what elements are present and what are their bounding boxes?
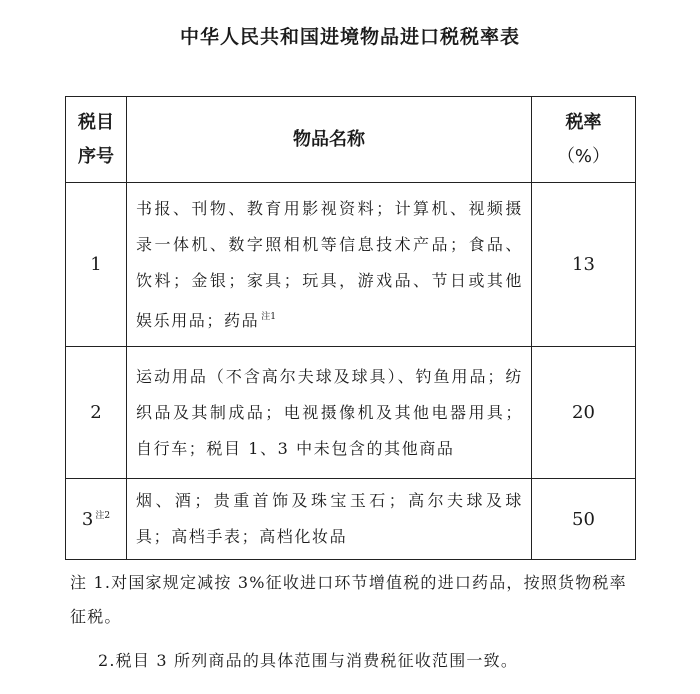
page-title: 中华人民共和国进境物品进口税税率表 bbox=[179, 26, 520, 48]
seq-value: 2 bbox=[90, 402, 102, 423]
footnotes bbox=[70, 566, 640, 678]
header-name: 物品名称 bbox=[127, 97, 532, 183]
header-rate bbox=[532, 97, 636, 183]
item-name: 烟、酒；贵重首饰及珠宝玉石；高尔夫球及球具；高档手表；高档化妆品 bbox=[136, 491, 523, 546]
table-row bbox=[66, 347, 636, 479]
seq-value: 1 bbox=[90, 254, 102, 275]
seq-cell bbox=[66, 183, 127, 347]
rate-cell bbox=[532, 479, 636, 560]
rate-value: 13 bbox=[572, 254, 595, 275]
table-row bbox=[66, 479, 636, 560]
item-name: 书报、刊物、教育用影视资料；计算机、视频摄录一体机、数字照相机等信息技术产品；食品、饮料；金银；家具；玩具，游戏品、节日或其他娱乐用品；药品 bbox=[136, 198, 523, 330]
seq-cell bbox=[66, 479, 127, 560]
item-name-note: 注1 bbox=[261, 311, 276, 322]
seq-note: 注2 bbox=[95, 511, 111, 521]
rate-value: 20 bbox=[572, 402, 595, 423]
rate-value: 50 bbox=[572, 508, 595, 530]
footnote-1: 注 1.对国家规定减按 3%征收进口环节增值税的进口药品，按照货物税率征税。 bbox=[70, 573, 627, 626]
seq-value: 3 bbox=[81, 509, 94, 530]
header-seq-line1: 税目 bbox=[78, 111, 114, 133]
rate-cell bbox=[532, 347, 636, 479]
seq-cell bbox=[66, 347, 127, 479]
table-row bbox=[66, 183, 636, 347]
header-rate-line2: （%） bbox=[556, 145, 611, 167]
item-name-cell bbox=[127, 479, 532, 560]
item-name-cell bbox=[127, 183, 532, 347]
item-name: 运动用品（不含高尔夫球及球具）、钓鱼用品；纺织品及其制成品；电视摄像机及其他电器用具；自行车；税目 1、3 中未包含的其他商品 bbox=[136, 366, 523, 458]
item-name-cell bbox=[127, 347, 532, 479]
footnote-2: 2.税目 3 所列商品的具体范围与消费税征收范围一致。 bbox=[98, 651, 519, 670]
header-seq-line2: 序号 bbox=[78, 145, 114, 167]
header-rate-line1: 税率 bbox=[565, 111, 602, 133]
rate-cell bbox=[532, 183, 636, 347]
table-header-row bbox=[66, 97, 636, 183]
tax-rate-table bbox=[65, 96, 636, 560]
header-seq bbox=[66, 97, 127, 183]
